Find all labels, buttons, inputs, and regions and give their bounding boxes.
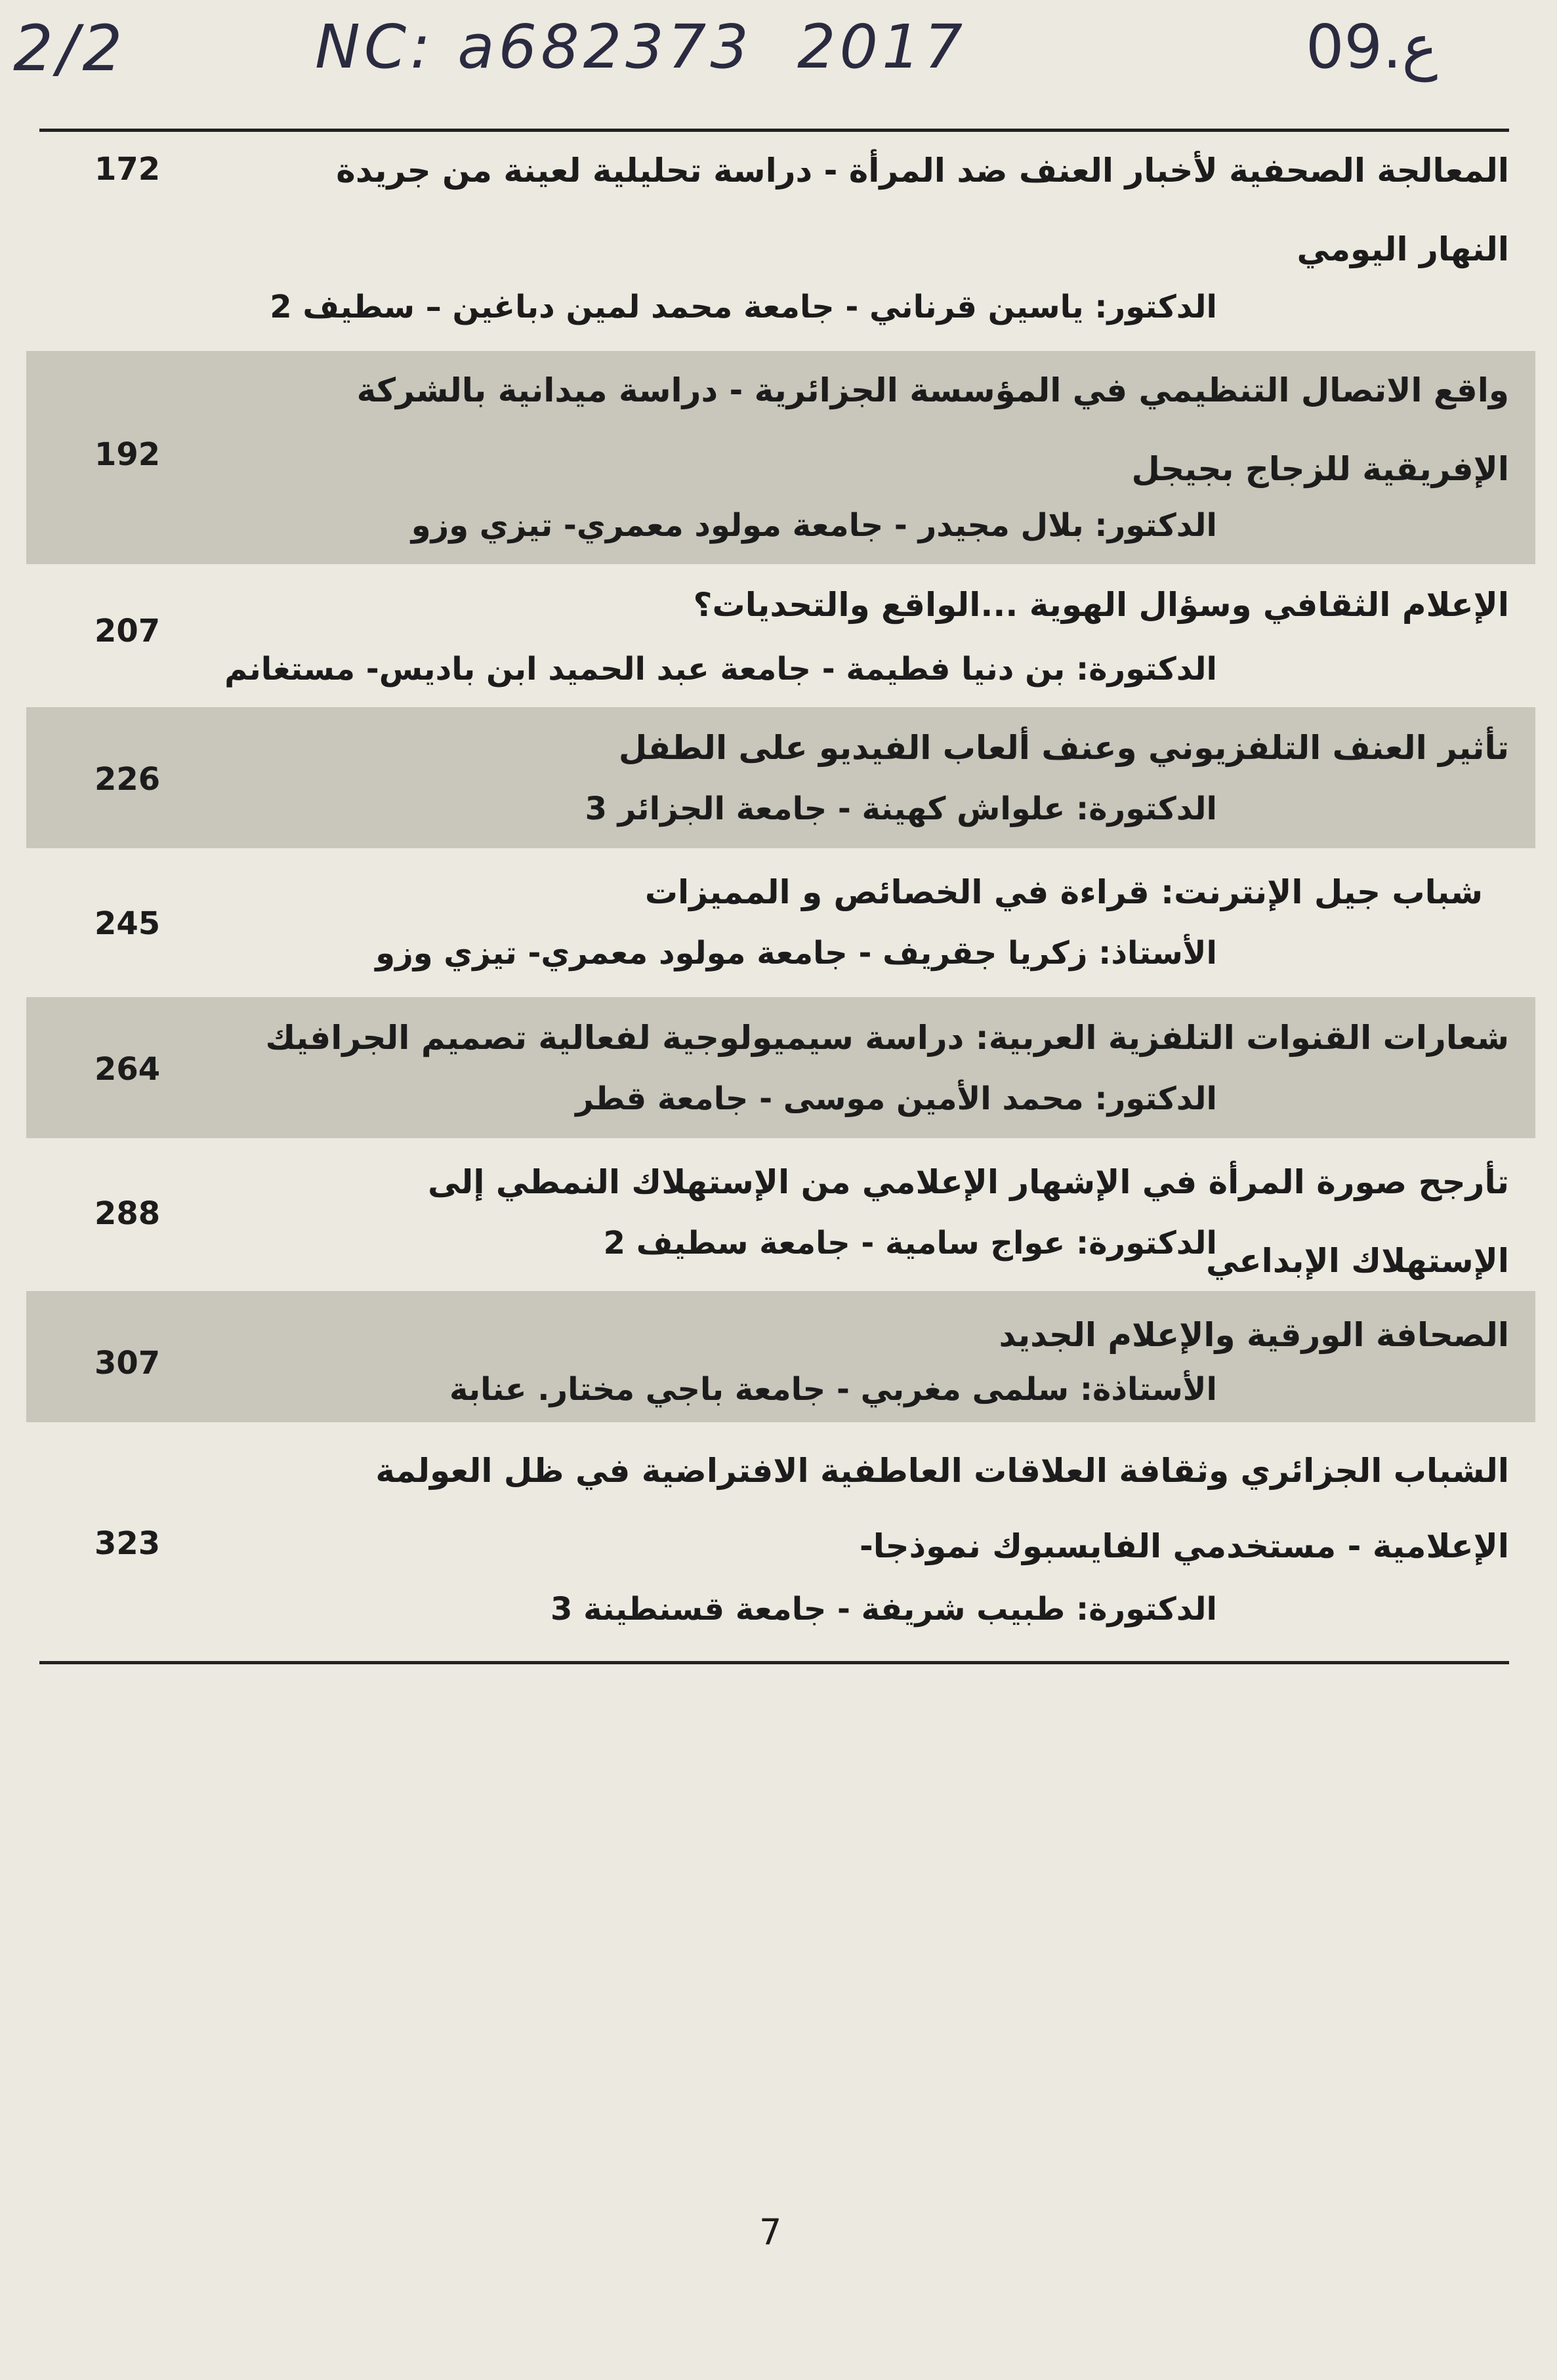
bottom-rule (39, 1661, 1509, 1664)
handwritten-code: 09.ع (1306, 12, 1438, 82)
entry-author: الدكتورة: عواج سامية - جامعة سطيف 2 (603, 1225, 1217, 1262)
entry-page-number: 226 (94, 761, 161, 798)
entry-author: الدكتورة: بن دنيا فطيمة - جامعة عبد الحميد ابن باديس- مستغانم (224, 651, 1217, 687)
entry-title: شباب جيل الإنترنت: قراءة في الخصائص و المميزات (644, 873, 1483, 911)
entry-title: واقع الاتصال التنظيمي في المؤسسة الجزائرية - دراسة ميدانية بالشركة الإفريقية للزجاج بجيجل (356, 371, 1509, 488)
entry-author: الدكتورة: طبيب شريفة - جامعة قسنطينة 3 (550, 1591, 1217, 1628)
entry-title: تأرجح صورة المرأة في الإشهار الإعلامي من الإستهلاك النمطي إلى الإستهلاك الإبداعي (427, 1163, 1509, 1280)
entry-page-number: 288 (94, 1195, 161, 1232)
handwritten-reference: NC: a682373 (315, 12, 753, 82)
toc-entry (39, 853, 1509, 994)
handwritten-year: 2017 (797, 12, 967, 82)
entry-title: الإعلام الثقافي وسؤال الهوية ...الواقع والتحديات؟ (693, 586, 1509, 624)
entry-author: الدكتور: ياسين قرناني - جامعة محمد لمين دباغين – سطيف 2 (270, 289, 1217, 325)
handwritten-fraction: 2/2 (13, 12, 127, 85)
entry-page-number: 245 (94, 905, 161, 942)
entry-page-number: 323 (94, 1525, 161, 1562)
toc-entry (39, 131, 1509, 351)
bleed-through-text (39, 1679, 1509, 2139)
toc-entry (39, 1296, 1509, 1427)
entry-page-number: 192 (94, 436, 161, 473)
toc-entry (39, 708, 1509, 850)
entry-title: المعالجة الصحفية لأخبار العنف ضد المرأة - دراسة تحليلية لعينة من جريدة النهار اليومي (336, 152, 1509, 268)
toc-entry (39, 1143, 1509, 1284)
entry-page-number: 264 (94, 1051, 161, 1088)
toc-entry (39, 565, 1509, 703)
entry-title: الصحافة الورقية والإعلام الجديد (999, 1316, 1509, 1354)
entry-page-number: 307 (94, 1345, 161, 1382)
entry-author: الدكتورة: علواش كهينة - جامعة الجزائر 3 (585, 790, 1217, 827)
toc-entry (39, 1433, 1509, 1656)
entry-title: الشباب الجزائري وثقافة العلاقات العاطفية الافتراضية في ظل العولمة الإعلامية - مستخدمي الفايسبوك نموذجا- (375, 1452, 1509, 1565)
entry-author: الأستاذة: سلمى مغربي - جامعة باجي مختار. عنابة (449, 1371, 1217, 1408)
toc-entry (39, 351, 1509, 564)
entry-author: الأستاذ: زكريا جقريف - جامعة مولود معمري- تيزي وزو (375, 935, 1217, 972)
entry-title: شعارات القنوات التلفزية العربية: دراسة سيميولوجية لفعالية تصميم الجرافيك (265, 1019, 1509, 1057)
entry-page-number: 207 (94, 613, 161, 649)
toc-entry (39, 998, 1509, 1139)
footer-page-number: 7 (759, 2211, 782, 2253)
entry-page-number: 172 (94, 151, 161, 188)
entry-author: الدكتور: بلال مجيدر - جامعة مولود معمري- تيزي وزو (411, 507, 1217, 544)
entry-author: الدكتور: محمد الأمين موسى - جامعة قطر (575, 1080, 1217, 1117)
entry-title: تأثير العنف التلفزيوني وعنف ألعاب الفيديو على الطفل (618, 729, 1509, 767)
